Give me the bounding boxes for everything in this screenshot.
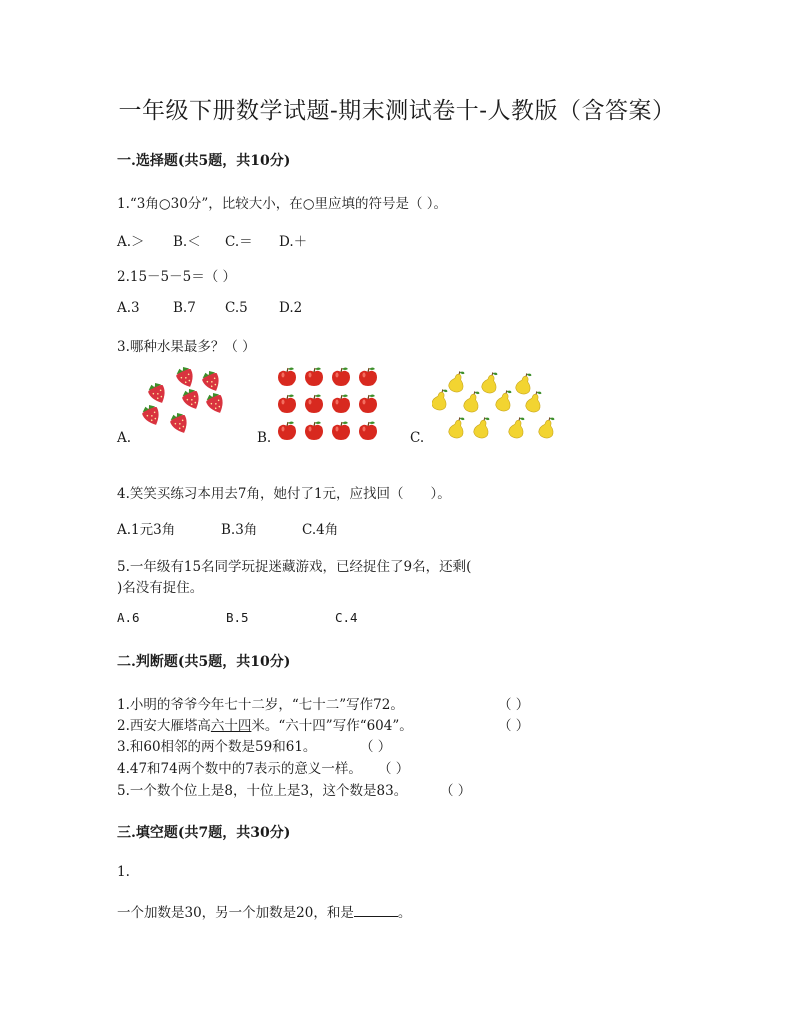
pear-icon — [472, 415, 491, 439]
judgment-item-3: 3.和60相邻的两个数是59和61。 — [117, 739, 317, 755]
pear-icon — [514, 371, 533, 395]
question-4: 4.笑笑买练习本用去7角，她付了1元，应找回（ ）。 — [117, 486, 451, 502]
judgment-item-4: 4.47和74两个数中的7表示的意义一样。 — [117, 761, 362, 777]
page-title: 一年级下册数学试题-期末测试卷十-人教版（含答案） — [118, 98, 676, 124]
strawberry-icon — [168, 410, 192, 436]
section-heading-choice: 一.选择题(共5题，共10分) — [117, 153, 291, 169]
question-5-line-2: )名没有捉住。 — [117, 580, 204, 596]
strawberry-icon — [204, 390, 228, 416]
judgment-answer-paren-4: （ ） — [378, 761, 410, 777]
apple-icon — [359, 368, 377, 387]
option-b: B.5 — [226, 610, 249, 625]
strawberry-icon — [174, 364, 198, 390]
option-b: B.3角 — [221, 522, 258, 538]
judgment-item-1: 1.小明的爷爷今年七十二岁，“七十二”写作72。 — [117, 697, 404, 713]
pear-icon — [447, 370, 466, 394]
pear-icon — [507, 415, 526, 439]
pear-icon — [494, 388, 513, 412]
strawberry-group-image — [135, 362, 235, 442]
apple-icon — [332, 368, 350, 387]
apple-icon — [332, 395, 350, 414]
apple-icon — [359, 422, 377, 441]
pear-group-image — [432, 370, 567, 445]
option-a: A.＞ — [117, 234, 145, 250]
apple-icon — [278, 395, 296, 414]
strawberry-icon — [140, 402, 164, 428]
strawberry-icon — [180, 386, 204, 412]
judgment-answer-paren-3: （ ） — [360, 739, 392, 755]
judgment-answer-paren-2: （ ） — [498, 718, 530, 734]
option-c: C.4 — [335, 610, 358, 625]
judgment-answer-paren-5: （ ） — [440, 783, 472, 799]
option-a: A. — [117, 430, 132, 446]
apple-icon — [305, 395, 323, 414]
pear-icon — [480, 370, 499, 394]
option-a: A.6 — [117, 610, 140, 625]
option-b: B.＜ — [173, 234, 201, 250]
pear-icon — [537, 415, 556, 439]
section-heading-fill-in: 三.填空题(共7题，共30分) — [117, 825, 291, 841]
option-b: B.7 — [173, 300, 196, 316]
fill-question-1-text: 一个加数是30，另一个加数是20，和是 — [117, 905, 354, 921]
judgment-item-2 — [117, 714, 413, 734]
apple-icon — [278, 422, 296, 441]
apple-icon — [359, 395, 377, 414]
judgment-answer-paren-1: （ ） — [498, 697, 530, 713]
option-d: D.2 — [279, 300, 303, 316]
pear-icon — [432, 387, 450, 411]
judgment-item-2-prefix: 2.西安大雁塔高 — [117, 718, 211, 734]
option-c: C.＝ — [225, 234, 253, 250]
strawberry-icon — [200, 368, 224, 394]
section-heading-judgment: 二.判断题(共5题，共10分) — [117, 654, 291, 670]
fill-question-1-number: 1. — [117, 864, 130, 880]
judgment-item-2-suffix: 米。“六十四”写作“604”。 — [251, 718, 413, 734]
option-d: D.＋ — [279, 234, 308, 250]
fill-question-1 — [117, 901, 411, 921]
strawberry-icon — [146, 380, 170, 406]
apple-icon — [278, 368, 296, 387]
pear-icon — [447, 415, 466, 439]
option-c: C.4角 — [302, 522, 339, 538]
question-1: 1.“3角○30分”，比较大小，在○里应填的符号是（ ）。 — [117, 196, 448, 212]
question-3: 3.哪种水果最多？（ ） — [117, 339, 256, 355]
apple-icon — [305, 422, 323, 441]
option-c: C. — [410, 430, 425, 446]
apple-icon — [305, 368, 323, 387]
option-b: B. — [257, 430, 272, 446]
judgment-item-2-underlined: 六十四 — [210, 718, 252, 734]
option-a: A.3 — [117, 300, 140, 316]
judgment-item-5: 5.一个数个位上是8，十位上是3，这个数是83。 — [117, 783, 408, 799]
pear-icon — [462, 389, 481, 413]
question-2: 2.15－5－5＝（ ） — [117, 269, 237, 285]
question-5-line-1: 5.一年级有15名同学玩捉迷藏游戏，已经捉住了9名，还剩( — [117, 559, 472, 575]
fill-question-1-end: 。 — [397, 905, 412, 921]
apple-group-image — [272, 365, 387, 445]
option-a: A.1元3角 — [117, 522, 176, 538]
answer-blank[interactable] — [354, 903, 398, 917]
option-c: C.5 — [225, 300, 248, 316]
apple-icon — [332, 422, 350, 441]
